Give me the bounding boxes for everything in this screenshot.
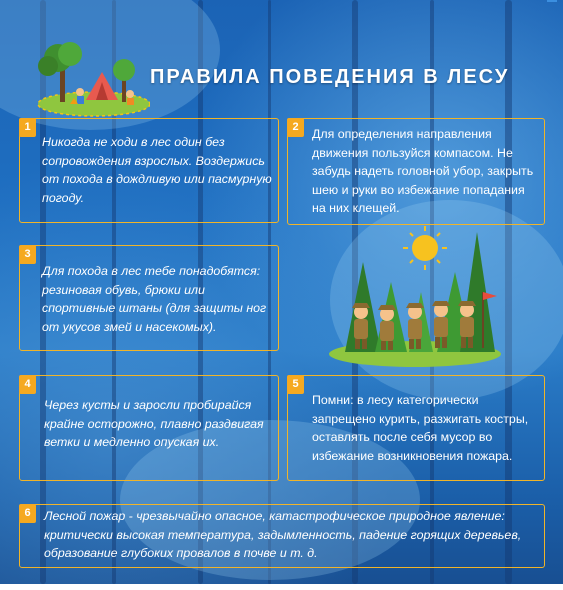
rule-5-number: 5 [287,375,304,394]
rule-1-text: Никогда не ходи в лес один без сопровождения взрослых. Воздержись от похода в дождливую или пасмурную погоду. [42,135,272,205]
rule-4-number: 4 [19,375,36,394]
rule-4-text: Через кусты и заросли пробирайся крайне осторожно, плавно раздвигая ветки и медленно опуская их. [44,398,264,449]
rule-5-text: Помни: в лесу категорически запрещено курить, разжигать костры, оставлять после себя мусор во избежание возникновения пожара. [312,393,529,463]
page-title: ПРАВИЛА ПОВЕДЕНИЯ В ЛЕСУ [150,66,510,88]
rule-4-box [19,375,279,481]
corner-mark [547,0,557,6]
rule-2-text: Для определения направления движения пользуйся компасом. Не забудь надеть головной убор, закрыть шею и руки во избежание попадания на них клещей. [312,127,534,215]
rule-2-number: 2 [287,118,304,137]
rule-2-box [287,118,545,225]
camping-scene-illustration [30,42,150,120]
rule-6-text: Лесной пожар - чрезвычайно опасное, катастрофическое природное явление: критически высокая температура, задымленность, падение горящих деревьев, образование глубоких провалов в почве и т. д. [44,509,522,560]
rule-5-box [287,375,545,481]
rule-3-number: 3 [19,245,36,264]
rule-3-text: Для похода в лес тебе понадобятся: резиновая обувь, брюки или спортивные штаны (для защиты ног от укусов змей и насекомых). [42,264,267,334]
sun-icon [412,235,438,261]
rule-3-box [19,245,279,351]
rule-6-number: 6 [19,504,36,523]
rule-1-box [19,118,279,223]
rule-6-box [19,504,545,568]
scouts-forest-illustration [325,222,505,370]
rule-1-number: 1 [19,118,36,137]
